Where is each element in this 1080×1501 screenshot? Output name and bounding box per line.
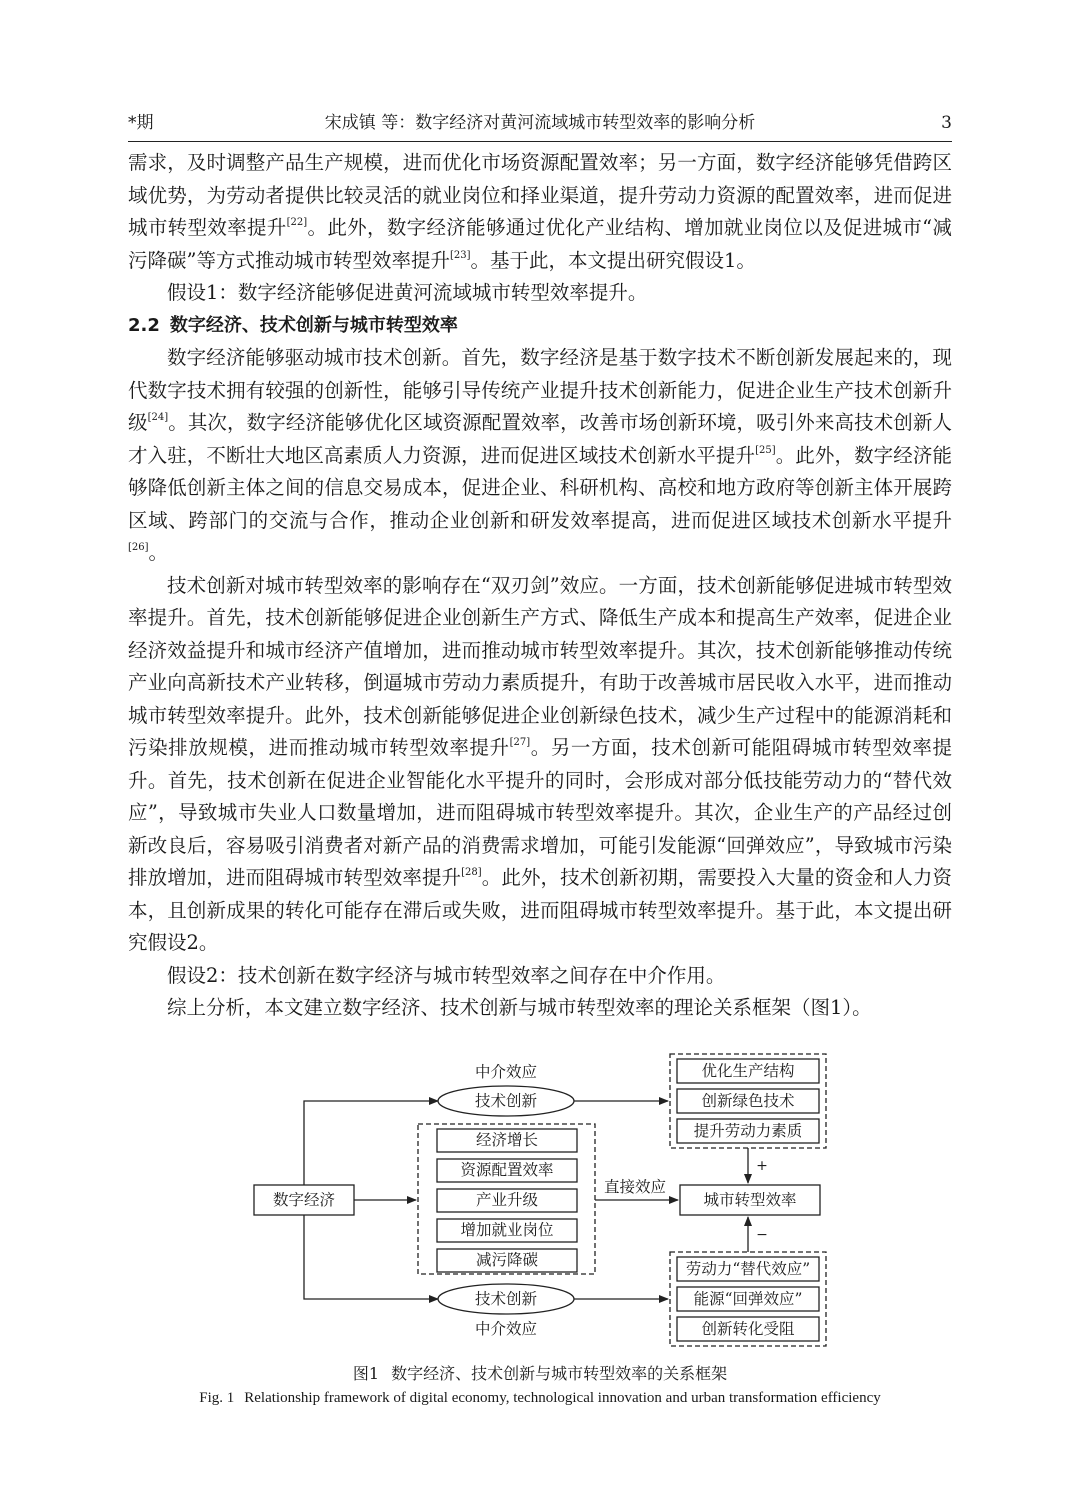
citation-27: [27]	[509, 737, 531, 748]
negative-sign: −	[756, 1227, 768, 1243]
paragraph-2-text-a: 数字经济能够驱动城市技术创新。首先，数字经济是基于数字技术不断创新发展起来的，现代数字技术拥有较强的创新性，能够引导传统产业提升技术创新能力，促进企业生产技术创新升级	[128, 346, 952, 434]
figure-diagram	[0, 1040, 1080, 1370]
outcome-label: 城市转型效率	[703, 1191, 797, 1209]
figure-title-cn: 数字经济、技术创新与城市转型效率的关系框架	[391, 1364, 728, 1383]
running-title: 宋成镇 等：数字经济对黄河流域城市转型效率的影响分析	[324, 113, 756, 133]
paragraph-2-text-d: 。	[148, 541, 169, 564]
positive-channel-3: 提升劳动力素质	[693, 1122, 803, 1140]
citation-25: [25]	[755, 444, 776, 456]
direct-channel-5: 减污降碳	[475, 1251, 539, 1269]
direct-channel-3: 产业升级	[475, 1191, 539, 1209]
paragraph-2-text-c: 。此外，数字经济能够降低创新主体之间的信息交易成本，促进企业、科研机构、高校和地方政府等创新主体开展跨区域、跨部门的交流与合作，推动企业创新和研发效率提高，进而促进区域技术创新水平提升	[128, 443, 952, 532]
direct-effect-label: 直接效应	[603, 1178, 667, 1196]
negative-channel-3: 创新转化受阻	[701, 1320, 795, 1338]
mediation-label-bottom: 中介效应	[474, 1320, 538, 1338]
issue-label: *期	[128, 113, 154, 133]
paragraph-3	[128, 570, 952, 960]
paragraph-1-text-c: 。基于此，本文提出研究假设1。	[470, 248, 756, 272]
mediator-top-label: 技术创新	[474, 1092, 538, 1110]
figure-1	[0, 1040, 1080, 1370]
hypothesis-2: 假设2：技术创新在数字经济与城市转型效率之间存在中介作用。	[167, 963, 726, 987]
figure-caption-cn	[0, 1363, 1080, 1385]
figure-number-en: Fig. 1	[199, 1390, 235, 1406]
figure-number-cn: 图1	[352, 1364, 380, 1383]
hypothesis-1: 假设1：数字经济能够促进黄河流域城市转型效率提升。	[167, 281, 648, 304]
header-rule	[128, 141, 952, 142]
citation-28: [28]	[461, 867, 482, 878]
negative-channel-2: 能源“回弹效应”	[693, 1290, 803, 1308]
paragraph-1-text-b: 。此外，数字经济能够通过优化产业结构、增加就业岗位以及促进城市“减污降碳”等方式推动城市转型效率提升	[128, 216, 952, 272]
mediator-bottom-label: 技术创新	[474, 1290, 538, 1308]
citation-24: [24]	[147, 412, 169, 423]
paragraph-3-text-a: 技术创新对城市转型效率的影响存在“双刃剑”效应。一方面，技术创新能够促进城市转型效率提升。首先，技术创新能够促进企业创新生产方式、降低生产成本和提高生产效率，促进企业经济效益提升和城市经济产值增加，进而推动城市转型效率提升。其次，技术创新能够推动传统产业向高新技术产业转移，倒逼城市劳动力素质提升，有助于改善城市居民收入水平，进而推动城市转型效率提升。此外，技术创新能够促进企业创新绿色技术，减少生产过程中的能源消耗和污染排放规模，进而推动城市转型效率提升	[128, 573, 952, 759]
paragraph-2-text-b: 。其次，数字经济能够优化区域资源配置效率，改善市场创新环境，吸引外来高技术创新人才入驻，不断壮大地区高素质人力资源，进而促进区域技术创新水平提升	[128, 411, 952, 467]
positive-sign: +	[756, 1158, 768, 1174]
section-heading	[128, 310, 952, 343]
direct-channel-1: 经济增长	[475, 1131, 539, 1149]
citation-22: [22]	[286, 217, 308, 228]
page-number: 3	[941, 113, 952, 133]
figure-title-en: Relationship framework of digital economy, technological innovation and urban transformation efficiency	[244, 1390, 881, 1406]
paragraph-3-text-b: 。另一方面，技术创新可能阻碍城市转型效率提升。首先，技术创新在促进企业智能化水平提升的同时，会形成对部分低技能劳动力的“替代效应”，导致城市失业人口数量增加，进而阻碍城市转型效率提升。其次，企业生产的产品经过创新改良后，容易吸引消费者对新产品的消费需求增加，可能引发能源“回弹效应”，导致城市污染排放增加，进而阻碍城市转型效率提升	[128, 736, 952, 889]
section-title: 数字经济、技术创新与城市转型效率	[169, 314, 458, 336]
body-text	[128, 147, 952, 1025]
citation-23: [23]	[449, 249, 471, 261]
positive-channel-2: 创新绿色技术	[701, 1092, 795, 1110]
paragraph-1-text-a: 需求，及时调整产品生产规模，进而优化市场资源配置效率；另一方面，数字经济能够凭借跨区域优势，为劳动者提供比较灵活的就业岗位和择业渠道，提升劳动力资源的配置效率，进而促进城市转型效率提升	[128, 151, 952, 239]
negative-channel-1: 劳动力“替代效应”	[685, 1260, 811, 1278]
paragraph-2	[128, 342, 952, 570]
paragraph-1	[128, 147, 952, 277]
paragraph-3-text-c: 。此外，技术创新初期，需要投入大量的资金和人力资本，且创新成果的转化可能存在滞后或失败，进而阻碍城市转型效率提升。基于此，本文提出研究假设2。	[128, 866, 952, 954]
section-number: 2.2	[128, 314, 160, 336]
positive-channel-1: 优化生产结构	[701, 1062, 795, 1080]
direct-channel-4: 增加就业岗位	[460, 1221, 554, 1239]
citation-26: [26]	[128, 542, 149, 553]
direct-channel-2: 资源配置效率	[460, 1161, 554, 1179]
source-label: 数字经济	[272, 1191, 336, 1209]
running-header	[128, 108, 952, 138]
paragraph-4: 综上分析，本文建立数字经济、技术创新与城市转型效率的理论关系框架（图1）。	[167, 996, 872, 1019]
mediation-label-top: 中介效应	[474, 1063, 538, 1081]
figure-caption-en	[0, 1388, 1080, 1408]
